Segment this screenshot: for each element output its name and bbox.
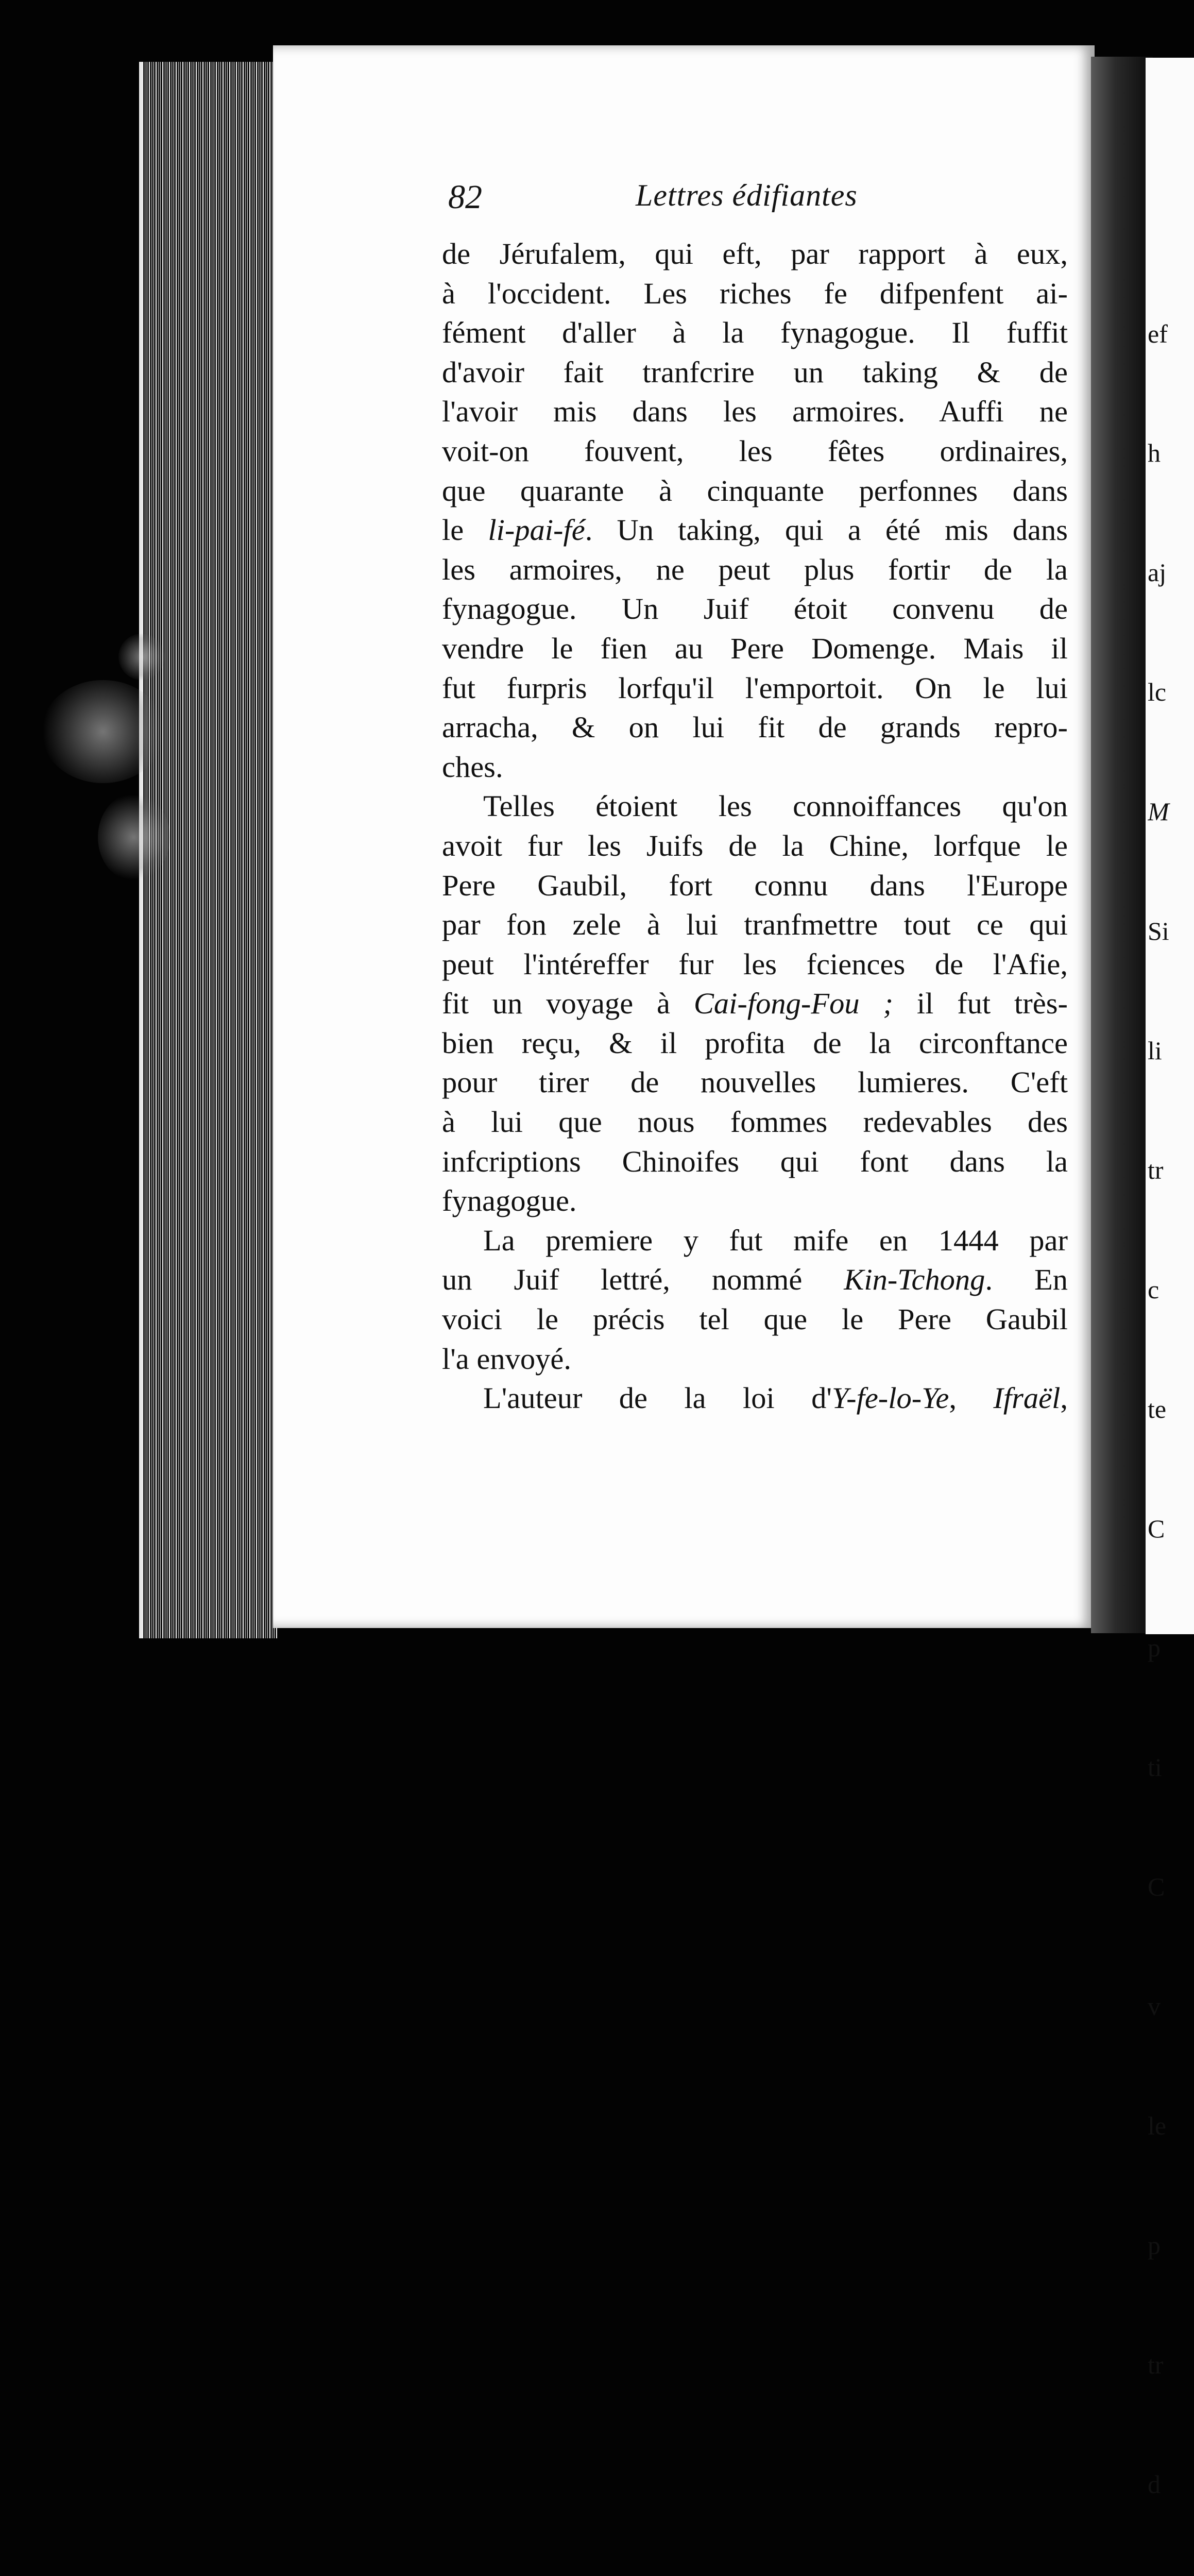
- text-line: par fon zele à lui tranfmettre tout ce qui: [442, 908, 1068, 942]
- text-line: La premiere y fut mife en 1444 par: [483, 1223, 1068, 1257]
- text-line: d'avoir fait tranfcrire un taking & de: [442, 355, 1068, 389]
- book-gutter: [1091, 57, 1153, 1633]
- text-line: un Juif lettré, nommé Kin-Tchong. En: [442, 1263, 1068, 1297]
- text-line: voici le précis tel que le Pere Gaubil: [442, 1302, 1068, 1336]
- text-line: Pere Gaubil, fort connu dans l'Europe: [442, 868, 1068, 902]
- paper-stain: [41, 680, 165, 783]
- text-line: fynagogue. Un Juif étoit convenu de: [442, 592, 1068, 626]
- text-line: fynagogue.: [442, 1184, 577, 1218]
- fragment-line: p: [1148, 2230, 1161, 2260]
- page-number: 82: [448, 178, 482, 216]
- fragment-line: p: [1148, 1633, 1161, 1663]
- paper-stain: [98, 793, 170, 881]
- fragment-line: Si: [1148, 917, 1169, 946]
- text-line: infcriptions Chinoifes qui font dans la: [442, 1144, 1068, 1178]
- fragment-line: aj: [1148, 558, 1167, 587]
- fragment-line: d: [1148, 2469, 1161, 2499]
- fragment-line: tr: [1148, 1155, 1164, 1184]
- fragment-line: ti: [1148, 1753, 1162, 1782]
- fragment-line: c: [1148, 1275, 1159, 1304]
- text-line: à lui que nous fommes redevables des: [442, 1105, 1068, 1139]
- text-line: à l'occident. Les riches fe difpenfent ai-: [442, 276, 1068, 310]
- fragment-line: lc: [1148, 677, 1167, 707]
- fragment-line: ef: [1148, 319, 1168, 348]
- text-line: pour tirer de nouvelles lumieres. C'eft: [442, 1065, 1068, 1099]
- text-line: fut furpris lorfqu'il l'emportoit. On le lui: [442, 671, 1068, 705]
- fragment-line: M: [1148, 797, 1169, 826]
- text-line: Telles étoient les connoiffances qu'on: [483, 789, 1068, 823]
- text-line: fit un voyage à Cai-fong-Fou ; il fut très-: [442, 987, 1068, 1021]
- text-line: ches.: [442, 750, 503, 784]
- text-line: fément d'aller à la fynagogue. Il fuffit: [442, 316, 1068, 350]
- fragment-line: tr: [1148, 2350, 1164, 2379]
- paper-stain: [118, 634, 165, 680]
- text-line: l'avoir mis dans les armoires. Auffi ne: [442, 395, 1068, 429]
- fragment-line: C: [1148, 1872, 1165, 1902]
- body-text: [442, 234, 1068, 1418]
- text-line: voit-on fouvent, les fêtes ordinaires,: [442, 434, 1068, 468]
- fragment-line: C: [1148, 1514, 1165, 1543]
- fragment-line: le: [1148, 2111, 1167, 2140]
- fragment-line: li: [1148, 1036, 1162, 1065]
- text-line: que quarante à cinquante perfonnes dans: [442, 473, 1068, 507]
- text-line: les armoires, ne peut plus fortir de la: [442, 552, 1068, 586]
- text-line: avoit fur les Juifs de la Chine, lorfque le: [442, 828, 1068, 862]
- text-line: arracha, & on lui fit de grands repro-: [442, 710, 1068, 744]
- fragment-line: v: [1148, 1992, 1161, 2021]
- text-line: peut l'intéreffer fur les fciences de l'Afie,: [442, 947, 1068, 981]
- text-line: de Jérufalem, qui eft, par rapport à eux,: [442, 237, 1068, 270]
- fragment-line: h: [1148, 438, 1161, 468]
- text-line: le li-pai-fé. Un taking, qui a été mis dans: [442, 513, 1068, 547]
- text-line: bien reçu, & il profita de la circonftance: [442, 1026, 1068, 1060]
- text-line: l'a envoyé.: [442, 1342, 571, 1376]
- running-title: Lettres édifiantes: [636, 178, 858, 212]
- page-header: [448, 178, 1061, 224]
- text-line: vendre le fien au Pere Domenge. Mais il: [442, 631, 1068, 665]
- text-line: L'auteur de la loi d'Y-fe-lo-Ye, Ifraël,: [483, 1381, 1068, 1415]
- facing-page-fragments: [1148, 234, 1194, 2576]
- fragment-line: te: [1148, 1394, 1167, 1423]
